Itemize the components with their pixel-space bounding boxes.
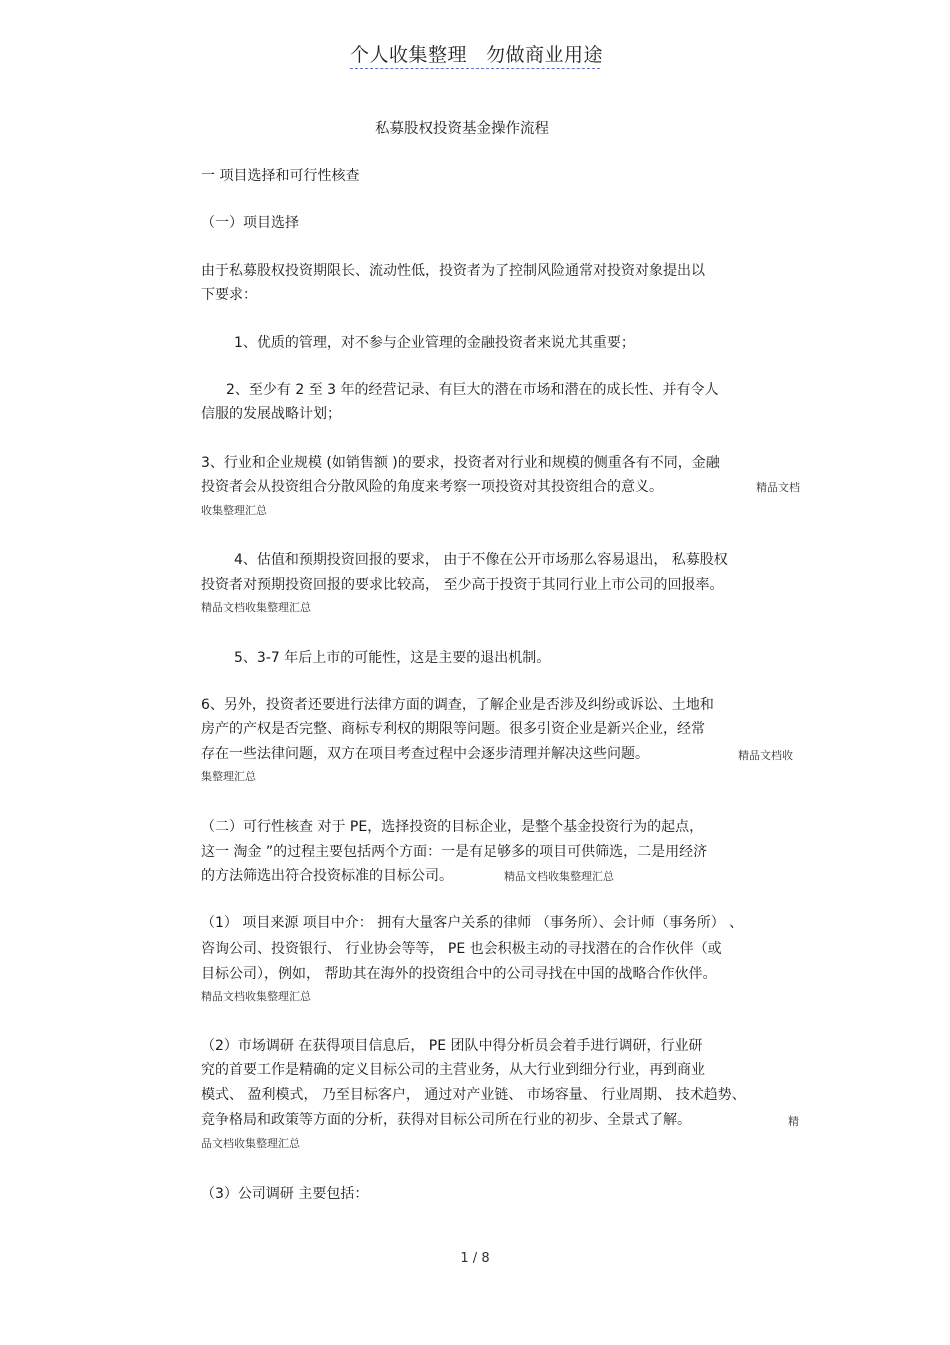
page-header [350, 40, 604, 69]
paragraph-line: 4、估值和预期投资回报的要求， 由于不像在公开市场那么容易退出， 私募股权 [234, 552, 728, 568]
header-text-personal: 个人收集整理 [350, 44, 468, 66]
paragraph-line: 下要求： [201, 287, 257, 303]
subsection-heading: （一）项目选择 [201, 215, 299, 231]
paragraph-line: （1） 项目来源 项目中介： 拥有大量客户关系的律师 （事务所）、会计师（事务所） 、 [201, 915, 744, 931]
paragraph-line: （二）可行性核查 对于 PE，选择投资的目标企业，是整个基金投资行为的起点， [201, 819, 704, 835]
paragraph-line: （2）市场调研 在获得项目信息后， PE 团队中得分析员会着手进行调研，行业研 [201, 1038, 703, 1054]
paragraph-line: 房产的产权是否完整、商标专利权的期限等问题。很多引资企业是新兴企业，经常 [201, 721, 705, 737]
paragraph-line: 这一 淘金 ”的过程主要包括两个方面：一是有足够多的项目可供筛选，二是用经济 [201, 844, 708, 860]
paragraph-line: 投资者对预期投资回报的要求比较高， 至少高于投资于其同行业上市公司的回报率。 [201, 577, 724, 593]
paragraph-line: 投资者会从投资组合分散风险的角度来考察一项投资对其投资组合的意义。 [201, 479, 663, 495]
watermark-note: 精品文档收 [738, 749, 793, 762]
paragraph-line: 1、优质的管理，对不参与企业管理的金融投资者来说尤其重要； [234, 335, 635, 351]
watermark-note: 精品文档收集整理汇总 [504, 870, 614, 883]
watermark-note: 集整理汇总 [201, 770, 256, 783]
paragraph-line: 2、至少有 2 至 3 年的经营记录、有巨大的潜在市场和潜在的成长性、并有令人 [226, 382, 719, 398]
document-title: 私募股权投资基金操作流程 [375, 121, 549, 137]
paragraph-line: 模式、 盈利模式， 乃至目标客户， 通过对产业链、 市场容量、 行业周期、 技术趋势、 [201, 1087, 746, 1103]
watermark-note: 收集整理汇总 [201, 504, 267, 517]
paragraph-line: 由于私募股权投资期限长、流动性低，投资者为了控制风险通常对投资对象提出以 [201, 263, 705, 279]
paragraph-line: 存在一些法律问题，双方在项目考查过程中会逐步清理并解决这些问题。 [201, 746, 649, 762]
paragraph-line: 究的首要工作是精确的定义目标公司的主营业务，从大行业到细分行业，再到商业 [201, 1062, 705, 1078]
paragraph-line: （3）公司调研 主要包括： [201, 1186, 369, 1202]
paragraph-line: 3、行业和企业规模 (如销售额 )的要求，投资者对行业和规模的侧重各有不同，金融 [201, 455, 720, 471]
paragraph-line: 信服的发展战略计划； [201, 406, 341, 422]
paragraph-line: 5、3-7 年后上市的可能性，这是主要的退出机制。 [234, 650, 551, 666]
watermark-note: 精品文档收集整理汇总 [201, 990, 311, 1003]
page-number: 1 / 8 [460, 1251, 490, 1266]
paragraph-line: 竞争格局和政策等方面的分析，获得对目标公司所在行业的初步、全景式了解。 [201, 1112, 691, 1128]
watermark-note: 品文档收集整理汇总 [201, 1137, 300, 1150]
paragraph-line: 6、另外，投资者还要进行法律方面的调查，了解企业是否涉及纠纷或诉讼、土地和 [201, 697, 714, 713]
watermark-note: 精 [788, 1115, 799, 1128]
header-text-noncommercial: 勿做商业用途 [486, 44, 604, 66]
paragraph-line: 咨询公司、投资银行、 行业协会等等， PE 也会积极主动的寻找潜在的合作伙伴（或 [201, 941, 722, 957]
paragraph-line: 目标公司），例如， 帮助其在海外的投资组合中的公司寻找在中国的战略合作伙伴。 [201, 966, 717, 982]
watermark-note: 精品文档 [756, 481, 800, 494]
section-heading: 一 项目选择和可行性核查 [201, 168, 360, 184]
paragraph-line: 的方法筛选出符合投资标准的目标公司。 [201, 868, 453, 884]
watermark-note: 精品文档收集整理汇总 [201, 601, 311, 614]
